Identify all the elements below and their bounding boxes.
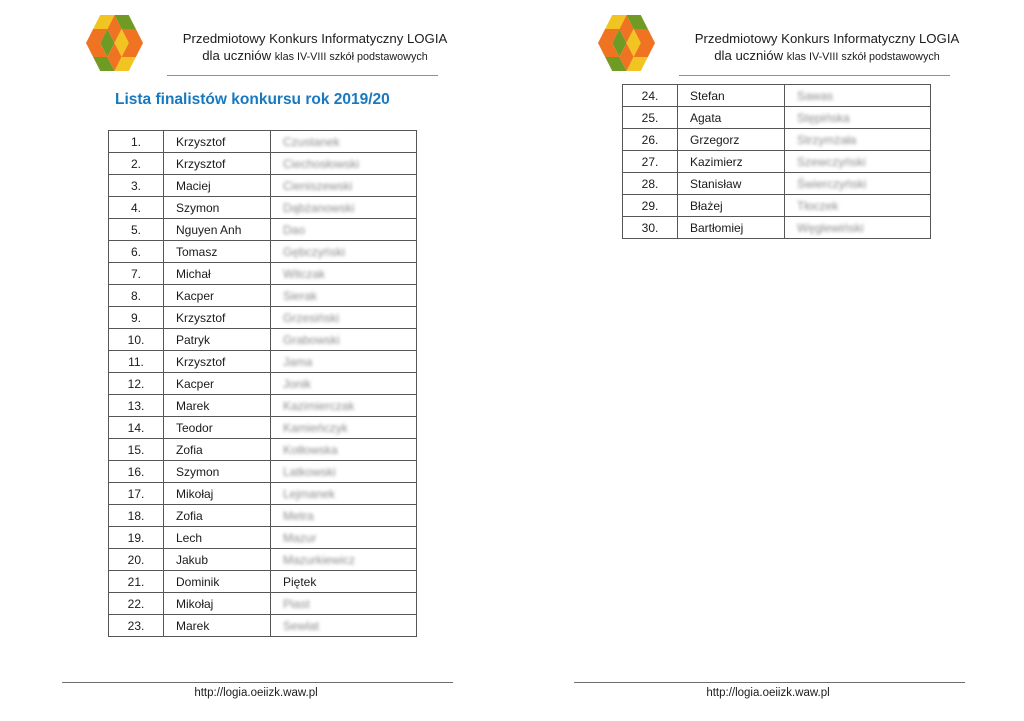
table-row xyxy=(623,129,931,151)
blurred-surname: Grzesiński xyxy=(283,310,340,325)
cell-last-name xyxy=(785,107,931,129)
cell-number: 7. xyxy=(109,263,164,285)
header-line2-large: dla uczniów xyxy=(202,48,272,63)
finalists-table-page2 xyxy=(622,84,931,239)
header-divider xyxy=(679,75,950,76)
table-row xyxy=(623,173,931,195)
cell-first-name: Kazimierz xyxy=(678,151,785,173)
cell-last-name xyxy=(271,285,417,307)
cell-first-name: Bartłomiej xyxy=(678,217,785,239)
cell-last-name xyxy=(271,351,417,373)
cell-last-name xyxy=(271,219,417,241)
cell-first-name: Kacper xyxy=(164,373,271,395)
cell-last-name xyxy=(271,461,417,483)
cell-first-name: Krzysztof xyxy=(164,131,271,153)
blurred-surname: Sewlat xyxy=(283,618,320,633)
cell-first-name: Dominik xyxy=(164,571,271,593)
cell-number: 24. xyxy=(623,85,678,107)
cell-number: 14. xyxy=(109,417,164,439)
header-line2 xyxy=(150,48,480,65)
table-row xyxy=(109,285,417,307)
blurred-surname: Tłoczek xyxy=(797,198,839,213)
table-row xyxy=(109,593,417,615)
cell-last-name xyxy=(785,195,931,217)
table-row xyxy=(109,615,417,637)
header-line2-large: dla uczniów xyxy=(714,48,784,63)
header-line2 xyxy=(662,48,992,65)
cell-last-name xyxy=(271,307,417,329)
cell-last-name xyxy=(271,483,417,505)
table-row xyxy=(109,395,417,417)
footer-url: http://logia.oeiizk.waw.pl xyxy=(706,687,830,699)
blurred-surname: Świerczyński xyxy=(797,176,867,191)
table-row xyxy=(109,527,417,549)
blurred-surname: Węglewiński xyxy=(797,220,864,235)
cell-first-name: Krzysztof xyxy=(164,351,271,373)
table-row xyxy=(109,351,417,373)
cell-last-name xyxy=(271,263,417,285)
table-row xyxy=(623,151,931,173)
table-row xyxy=(623,107,931,129)
blurred-surname: Jonik xyxy=(283,376,312,391)
cell-number: 22. xyxy=(109,593,164,615)
blurred-surname: Latkowski xyxy=(283,464,336,479)
table-row xyxy=(623,85,931,107)
cell-number: 12. xyxy=(109,373,164,395)
blurred-surname: Lejmanek xyxy=(283,486,336,501)
table-row xyxy=(109,175,417,197)
cell-number: 13. xyxy=(109,395,164,417)
cell-last-name xyxy=(271,417,417,439)
cell-number: 4. xyxy=(109,197,164,219)
table-row xyxy=(109,329,417,351)
table-row xyxy=(109,549,417,571)
table-row xyxy=(109,417,417,439)
cell-first-name: Mikołaj xyxy=(164,483,271,505)
cell-number: 27. xyxy=(623,151,678,173)
cell-number: 20. xyxy=(109,549,164,571)
cell-number: 19. xyxy=(109,527,164,549)
cell-last-name xyxy=(271,153,417,175)
blurred-surname: Piast xyxy=(283,596,310,611)
table-row xyxy=(623,217,931,239)
logia-hexagon-logo xyxy=(86,15,143,71)
cell-last-name: Piętek xyxy=(271,571,417,593)
table-row xyxy=(109,461,417,483)
cell-number: 28. xyxy=(623,173,678,195)
footer-divider xyxy=(574,682,965,683)
cell-number: 30. xyxy=(623,217,678,239)
cell-number: 15. xyxy=(109,439,164,461)
cell-first-name: Zofia xyxy=(164,505,271,527)
blurred-surname: Cieniszewski xyxy=(283,178,353,193)
header-text xyxy=(662,30,992,65)
cell-number: 25. xyxy=(623,107,678,129)
cell-first-name: Krzysztof xyxy=(164,153,271,175)
table-row xyxy=(109,505,417,527)
cell-last-name xyxy=(271,241,417,263)
page-2 xyxy=(512,0,1024,721)
cell-number: 2. xyxy=(109,153,164,175)
blurred-surname: Kotłowska xyxy=(283,442,338,457)
cell-first-name: Teodor xyxy=(164,417,271,439)
cell-last-name xyxy=(271,615,417,637)
cell-first-name: Szymon xyxy=(164,197,271,219)
footer-url: http://logia.oeiizk.waw.pl xyxy=(194,687,318,699)
cell-number: 23. xyxy=(109,615,164,637)
cell-number: 26. xyxy=(623,129,678,151)
cell-number: 17. xyxy=(109,483,164,505)
cell-first-name: Marek xyxy=(164,615,271,637)
cell-first-name: Mikołaj xyxy=(164,593,271,615)
cell-last-name xyxy=(271,175,417,197)
cell-first-name: Szymon xyxy=(164,461,271,483)
cell-last-name xyxy=(785,173,931,195)
cell-first-name: Tomasz xyxy=(164,241,271,263)
cell-number: 8. xyxy=(109,285,164,307)
blurred-surname: Mazurkiewicz xyxy=(283,552,356,567)
cell-last-name xyxy=(271,549,417,571)
header-line2-small: klas IV-VIII szkół podstawowych xyxy=(786,51,940,63)
cell-first-name: Stefan xyxy=(678,85,785,107)
table-row xyxy=(109,439,417,461)
table-row xyxy=(109,483,417,505)
cell-first-name: Kacper xyxy=(164,285,271,307)
table-row xyxy=(109,571,417,593)
cell-number: 16. xyxy=(109,461,164,483)
header-line1: Przedmiotowy Konkurs Informatyczny LOGIA xyxy=(182,31,448,46)
cell-last-name xyxy=(271,329,417,351)
cell-last-name xyxy=(785,85,931,107)
logia-hexagon-logo xyxy=(598,15,655,71)
footer-divider xyxy=(62,682,453,683)
table-row xyxy=(109,219,417,241)
cell-last-name xyxy=(271,373,417,395)
table-row xyxy=(109,373,417,395)
blurred-surname: Kamieńczyk xyxy=(283,420,348,435)
header-line1: Przedmiotowy Konkurs Informatyczny LOGIA xyxy=(694,31,960,46)
blurred-surname: Witczak xyxy=(283,266,325,281)
table-row xyxy=(109,263,417,285)
table-row xyxy=(623,195,931,217)
cell-number: 5. xyxy=(109,219,164,241)
blurred-surname: Sierak xyxy=(283,288,318,303)
cell-first-name: Jakub xyxy=(164,549,271,571)
cell-first-name: Stanisław xyxy=(678,173,785,195)
page-title: Lista finalistów konkursu rok 2019/20 xyxy=(115,91,390,108)
blurred-surname: Dao xyxy=(283,222,306,237)
blurred-surname: Grabowski xyxy=(283,332,340,347)
header-line2-small: klas IV-VIII szkół podstawowych xyxy=(274,51,428,63)
cell-first-name: Michał xyxy=(164,263,271,285)
cell-last-name xyxy=(785,151,931,173)
cell-first-name: Krzysztof xyxy=(164,307,271,329)
table-row xyxy=(109,131,417,153)
cell-number: 3. xyxy=(109,175,164,197)
cell-first-name: Agata xyxy=(678,107,785,129)
cell-first-name: Patryk xyxy=(164,329,271,351)
table-row xyxy=(109,307,417,329)
cell-last-name xyxy=(271,197,417,219)
cell-last-name xyxy=(271,131,417,153)
finalists-table-page1 xyxy=(108,130,417,637)
cell-first-name: Maciej xyxy=(164,175,271,197)
blurred-surname: Szewczyński xyxy=(797,154,866,169)
cell-first-name: Lech xyxy=(164,527,271,549)
cell-number: 18. xyxy=(109,505,164,527)
cell-last-name xyxy=(271,593,417,615)
cell-first-name: Błażej xyxy=(678,195,785,217)
cell-first-name: Zofia xyxy=(164,439,271,461)
cell-number: 10. xyxy=(109,329,164,351)
cell-last-name xyxy=(785,217,931,239)
blurred-surname: Gębczyński xyxy=(283,244,346,259)
header-text xyxy=(150,30,480,65)
blurred-surname: Ciechosłowski xyxy=(283,156,360,171)
header-divider xyxy=(167,75,438,76)
cell-first-name: Nguyen Anh xyxy=(164,219,271,241)
table-row xyxy=(109,153,417,175)
blurred-surname: Sawas xyxy=(797,88,834,103)
blurred-surname: Dąbżanowski xyxy=(283,200,355,215)
cell-last-name xyxy=(271,395,417,417)
cell-last-name xyxy=(271,505,417,527)
cell-number: 21. xyxy=(109,571,164,593)
cell-last-name xyxy=(785,129,931,151)
cell-first-name: Marek xyxy=(164,395,271,417)
cell-number: 11. xyxy=(109,351,164,373)
blurred-surname: Jama xyxy=(283,354,313,369)
table-row xyxy=(109,197,417,219)
blurred-surname: Mazur xyxy=(283,530,317,545)
blurred-surname: Stępińska xyxy=(797,110,850,125)
cell-number: 6. xyxy=(109,241,164,263)
cell-last-name xyxy=(271,439,417,461)
cell-last-name xyxy=(271,527,417,549)
blurred-surname: Strzymżała xyxy=(797,132,857,147)
blurred-surname: Czustanek xyxy=(283,134,340,149)
cell-number: 29. xyxy=(623,195,678,217)
blurred-surname: Kazimierczak xyxy=(283,398,355,413)
cell-number: 1. xyxy=(109,131,164,153)
cell-first-name: Grzegorz xyxy=(678,129,785,151)
blurred-surname: Metra xyxy=(283,508,314,523)
table-row xyxy=(109,241,417,263)
cell-number: 9. xyxy=(109,307,164,329)
